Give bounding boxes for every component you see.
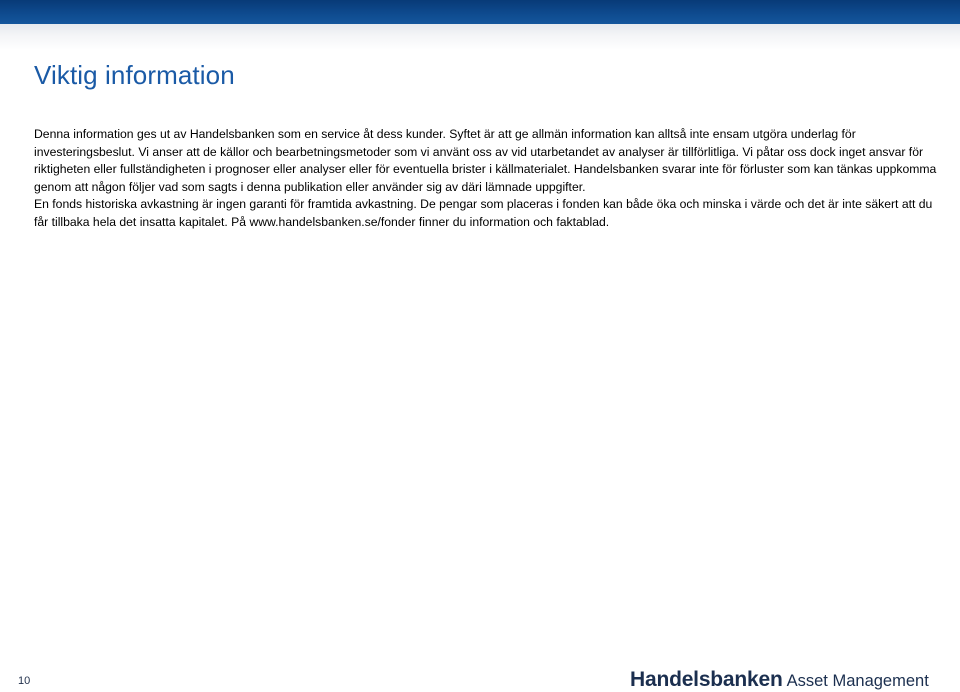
page-number: 10 <box>18 675 31 687</box>
brand-subtitle: Asset Management <box>786 672 929 690</box>
brand-logo <box>630 668 929 692</box>
disclaimer-paragraph: En fonds historiska avkastning är ingen garanti för framtida avkastning. De pengar som placeras i fonden kan både öka och minska i värde och det är inte säkert att du får tillbaka hela det insatta kapitalet. På www.handelsbanken.se/fonder finner du information och faktablad. <box>34 197 933 229</box>
disclaimer-paragraph: Denna information ges ut av Handelsbanken som en service åt dess kunder. Syftet är att ge allmän information kan alltså inte ensam utgöra underlag för investeringsbeslut. Vi anser att de källor och bearbetningsmetoder som vi använt oss av vid utarbetandet av analyser är tillförlitliga. Vi påtar oss dock inget ansvar för riktigheten eller fullständigheten i prognoser eller analyser eller för eventuella brister i källmaterialet. Handelsbanken svarar inte för förluster som kan tänkas uppkomma genom att någon följer vad som sagts i denna publikation eller använder sig av däri lämnade uppgifter. <box>34 127 937 194</box>
top-banner <box>0 0 960 24</box>
page-title: Viktig information <box>34 60 235 90</box>
brand-name: Handelsbanken <box>630 668 783 691</box>
top-banner-shadow <box>0 24 960 50</box>
disclaimer-text <box>34 126 944 232</box>
